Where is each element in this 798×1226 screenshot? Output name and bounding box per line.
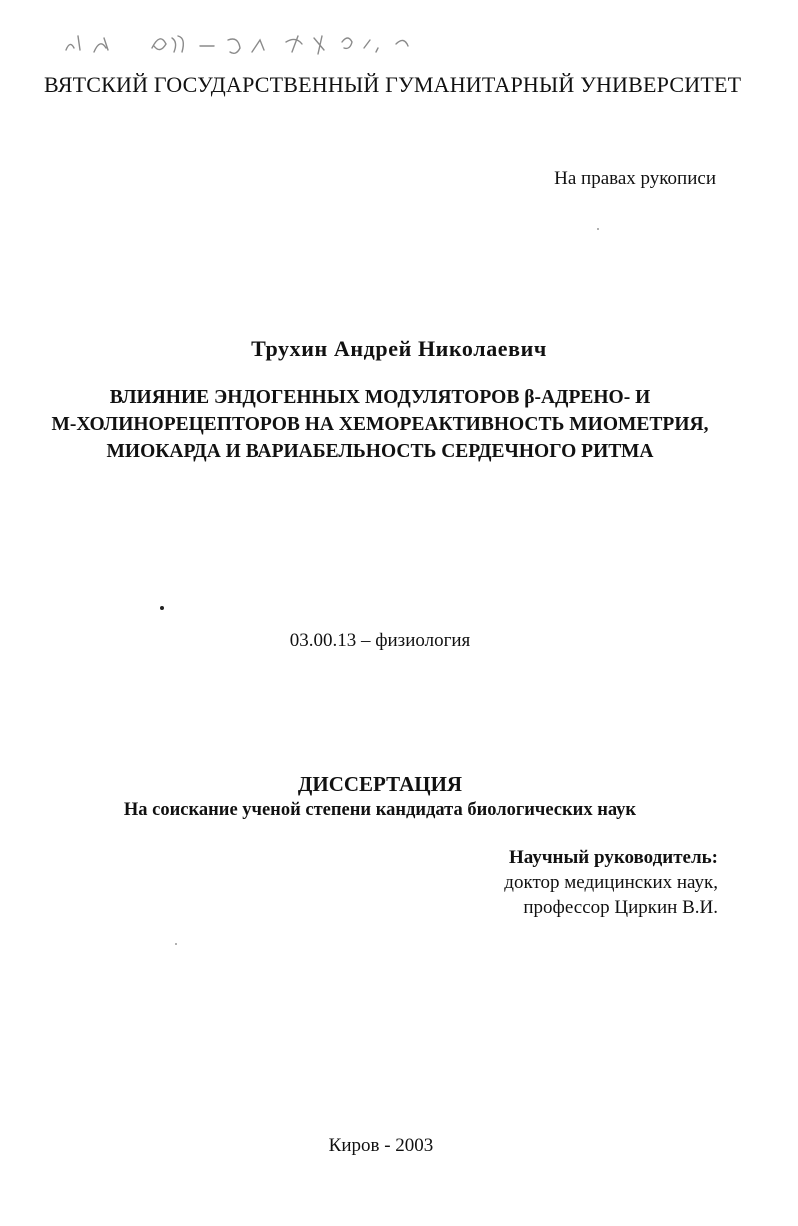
city-year: Киров - 2003 bbox=[328, 1135, 434, 1156]
scan-speck bbox=[597, 228, 599, 230]
document-type: ДИССЕРТАЦИЯ bbox=[297, 772, 463, 796]
supervisor-label: Научный руководитель: bbox=[509, 847, 718, 868]
manuscript-rights-note: На правах рукописи bbox=[554, 168, 716, 189]
author-name: Трухин Андрей Николаевич bbox=[251, 336, 547, 361]
title-line: ВЛИЯНИЕ ЭНДОГЕННЫХ МОДУЛЯТОРОВ β-АДРЕНО- И bbox=[109, 387, 651, 408]
supervisor-name: профессор Циркин В.И. bbox=[523, 897, 718, 918]
handwritten-archive-mark bbox=[60, 28, 440, 60]
specialty-code: 03.00.13 – физиология bbox=[289, 630, 471, 651]
supervisor-block bbox=[504, 845, 718, 920]
dissertation-title bbox=[0, 384, 760, 465]
scan-speck bbox=[160, 606, 164, 610]
title-line: МИОКАРДА И ВАРИАБЕЛЬНОСТЬ СЕРДЕЧНОГО РИТМА bbox=[106, 441, 654, 462]
supervisor-degree: доктор медицинских наук, bbox=[504, 872, 718, 893]
title-line: М-ХОЛИНОРЕЦЕПТОРОВ НА ХЕМОРЕАКТИВНОСТЬ МИОМЕТРИЯ, bbox=[51, 414, 709, 435]
university-name: ВЯТСКИЙ ГОСУДАРСТВЕННЫЙ ГУМАНИТАРНЫЙ УНИВЕРСИТЕТ bbox=[44, 72, 742, 97]
scan-speck bbox=[175, 943, 177, 945]
degree-statement: На соискание ученой степени кандидата биологических наук bbox=[123, 800, 637, 820]
